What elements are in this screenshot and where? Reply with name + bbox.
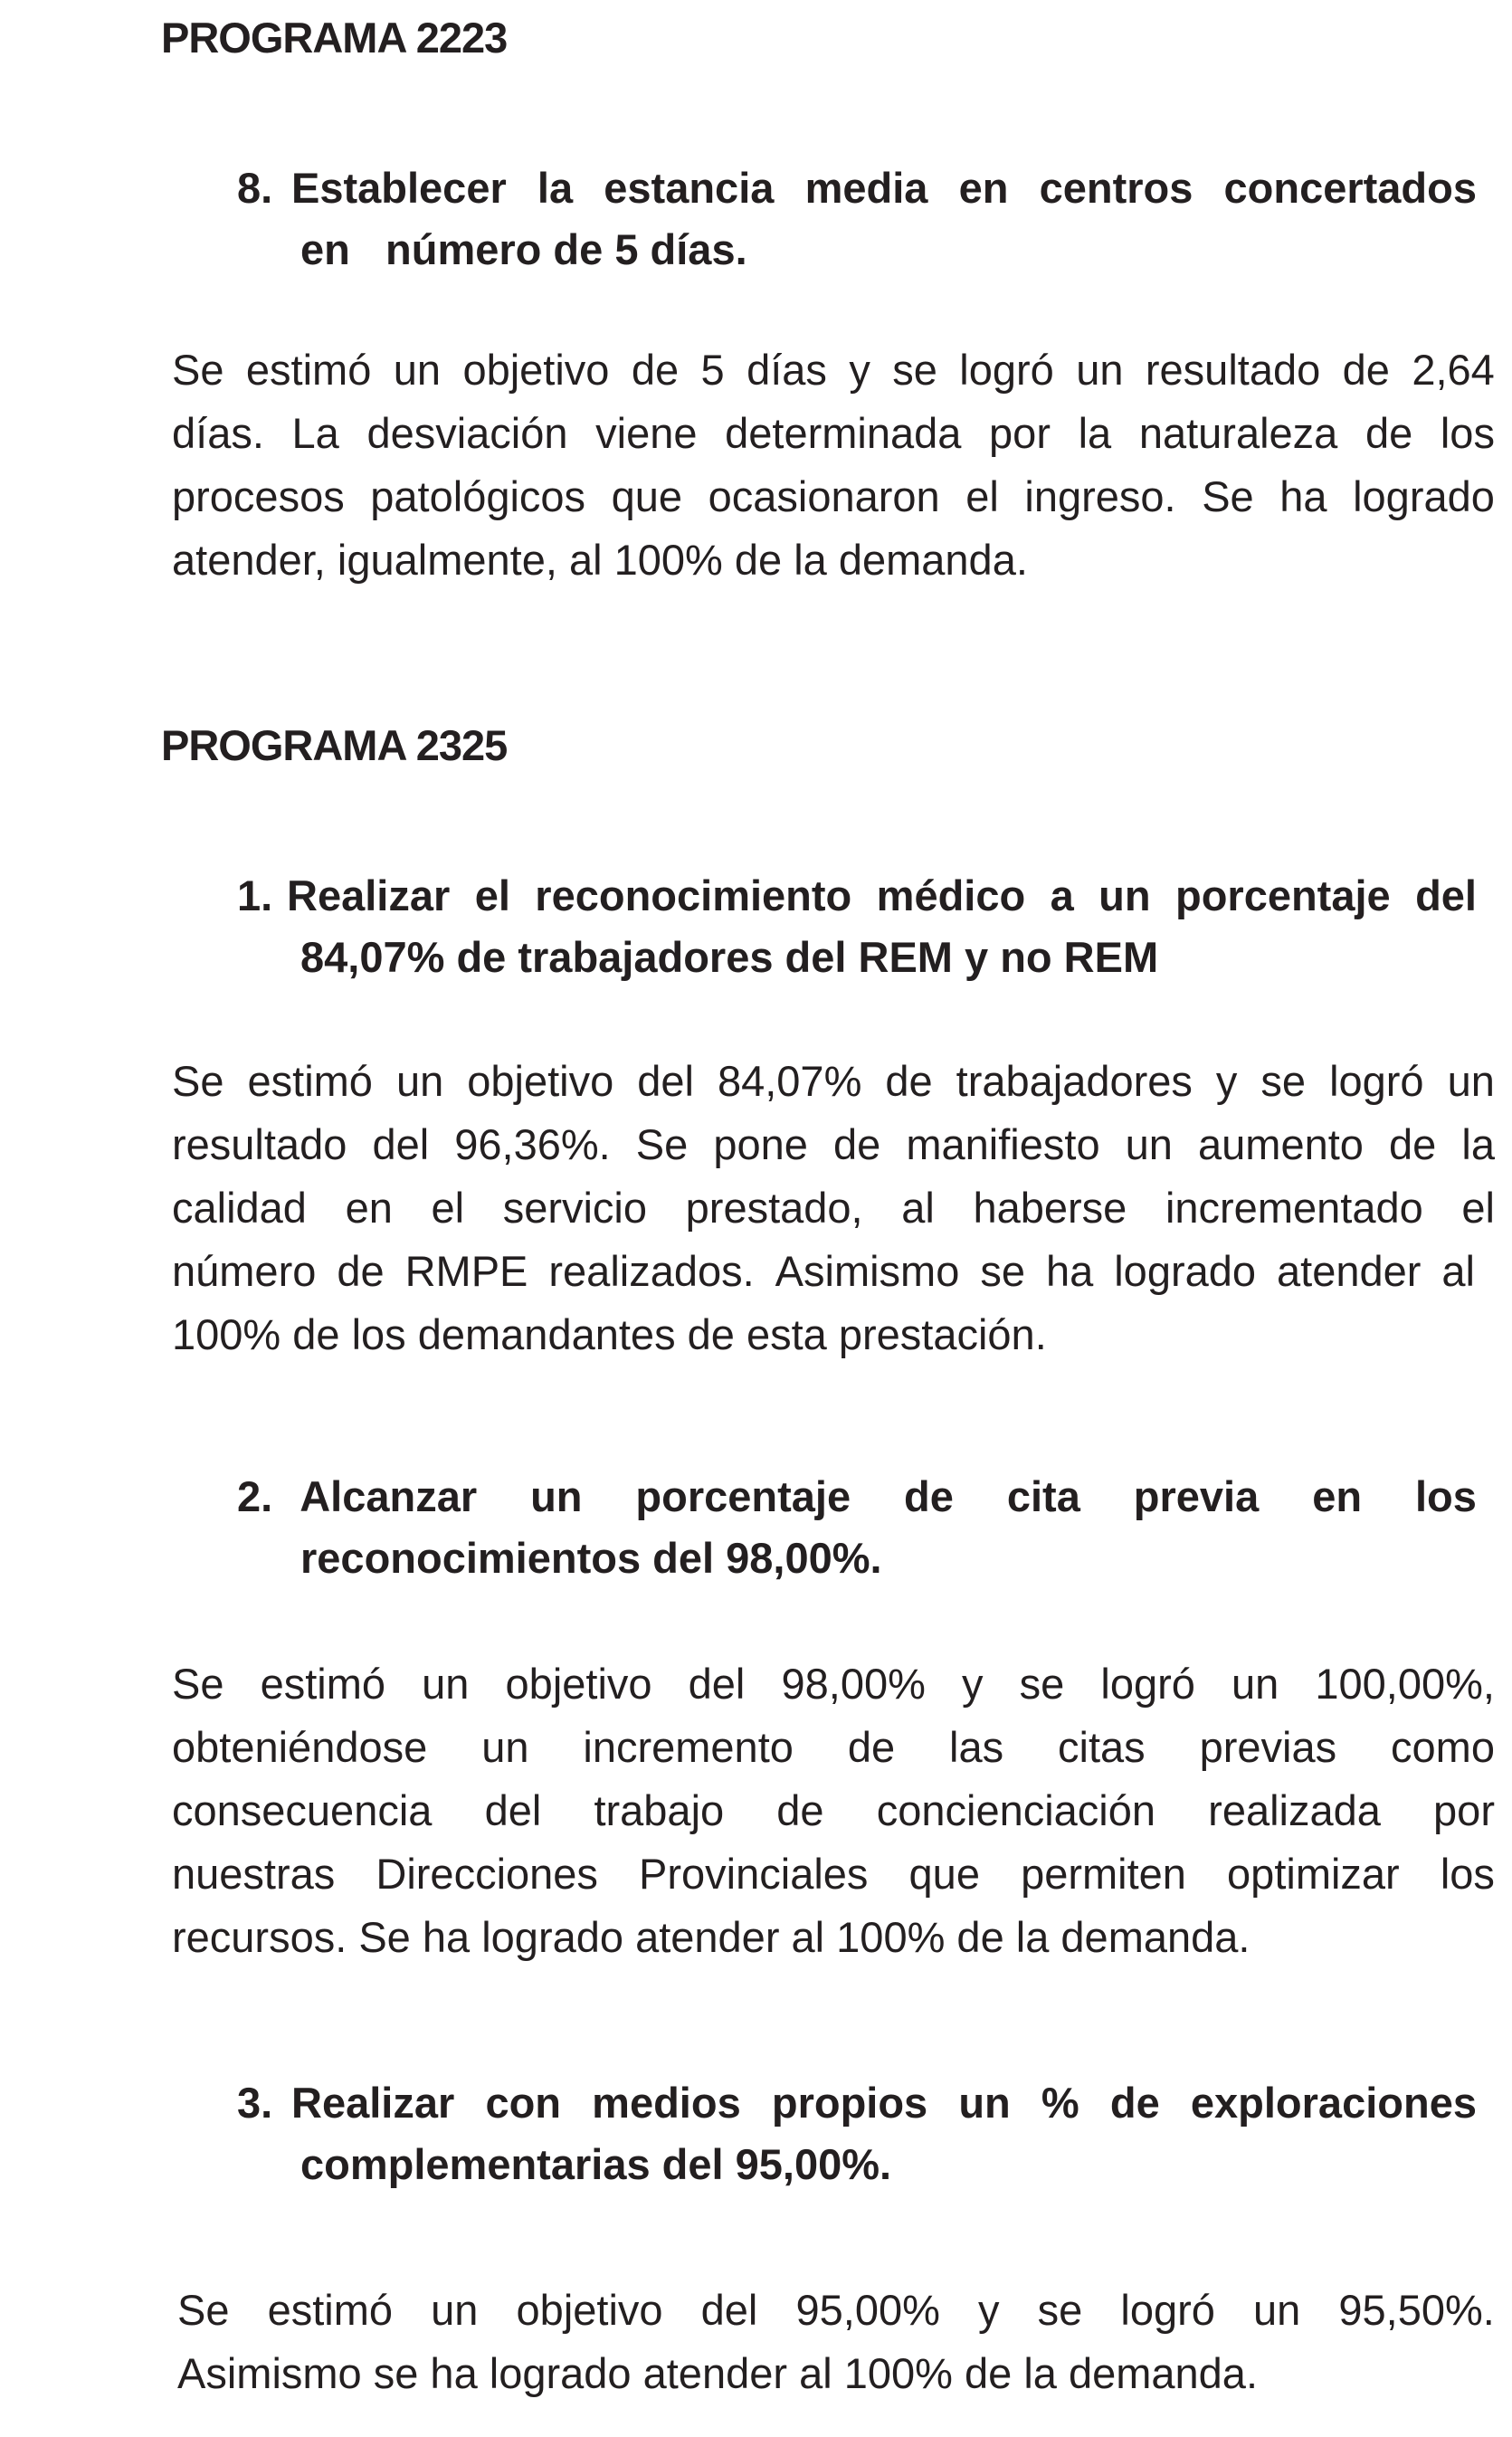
word: previas: [1199, 1723, 1337, 1771]
word: por: [989, 409, 1051, 457]
paragraph-line: recursos. Se ha logrado atender al 100% de la demanda.: [172, 1913, 1250, 1961]
word: un: [1231, 1660, 1279, 1708]
objective-heading-line: complementarias del 95,00%.: [300, 2140, 892, 2188]
word: permiten: [1021, 1850, 1186, 1898]
word: días.: [172, 409, 264, 457]
word: un: [393, 346, 442, 394]
word: al: [901, 1184, 935, 1232]
word: el: [965, 472, 999, 520]
paragraph-line: [172, 402, 1495, 465]
word: incrementado: [1165, 1184, 1423, 1232]
objective-heading-text: [287, 865, 1477, 927]
paragraph-line: [172, 1716, 1495, 1779]
objective-heading-line: 84,07% de trabajadores del REM y no REM: [300, 933, 1159, 981]
word: logró: [1329, 1057, 1424, 1105]
program-title: PROGRAMA 2223: [161, 14, 508, 62]
word: porcentaje: [1174, 871, 1391, 919]
word: días: [746, 346, 827, 394]
word: de: [1109, 2079, 1160, 2127]
word: viene: [595, 409, 698, 457]
word: la: [537, 164, 574, 212]
word: Provinciales: [639, 1850, 869, 1898]
word: del: [1415, 871, 1477, 919]
word: del: [637, 1057, 694, 1105]
objective-heading-line: [237, 2072, 1477, 2134]
word: el: [431, 1184, 465, 1232]
word: prestado,: [685, 1184, 863, 1232]
word: Se: [172, 346, 224, 394]
word: trabajo: [594, 1786, 725, 1834]
word: concertados: [1223, 164, 1477, 212]
word: realizados.: [548, 1247, 755, 1295]
word: ha: [1045, 1247, 1094, 1295]
word: ingreso.: [1024, 472, 1176, 520]
word: Establecer: [291, 164, 507, 212]
paragraph-line: [172, 1240, 1475, 1303]
word: La: [291, 409, 339, 457]
word: un: [958, 2079, 1011, 2127]
word: con: [485, 2079, 561, 2127]
paragraph-line: [172, 1842, 1495, 1906]
word: %: [1041, 2079, 1079, 2127]
objective-heading: [237, 865, 1477, 988]
objective-result-paragraph: [172, 1050, 1495, 1366]
word: 98,00%: [781, 1660, 926, 1708]
word: un: [1098, 871, 1151, 919]
word: estancia: [604, 164, 775, 212]
paragraph-line: 100% de los demandantes de esta prestación.: [172, 1310, 1047, 1358]
word: un: [431, 2286, 479, 2334]
paragraph-line: [172, 1779, 1495, 1842]
word: logró: [1100, 1660, 1195, 1708]
word: los: [1440, 409, 1495, 457]
word: obteniéndose: [172, 1723, 428, 1771]
word: en: [958, 164, 1009, 212]
word: de: [904, 1472, 954, 1520]
word: y: [978, 2286, 1000, 2334]
objective-heading: [237, 1466, 1477, 1589]
word: y: [1215, 1057, 1238, 1105]
objective-heading-line: [237, 865, 1477, 927]
word: media: [804, 164, 928, 212]
objective-heading-text: [291, 157, 1477, 219]
word: la: [1078, 409, 1112, 457]
word: RMPE: [404, 1247, 528, 1295]
word: a: [1050, 871, 1074, 919]
word: objetivo: [505, 1660, 652, 1708]
word: aumento: [1198, 1120, 1364, 1168]
word: nuestras: [172, 1850, 336, 1898]
word: realizada: [1208, 1786, 1381, 1834]
word: número: [172, 1247, 317, 1295]
word: estimó: [247, 1057, 373, 1105]
word: concienciación: [876, 1786, 1156, 1834]
program-title: PROGRAMA 2325: [161, 721, 508, 769]
word: 96,36%.: [454, 1120, 611, 1168]
word: los: [1415, 1472, 1477, 1520]
word: patológicos: [370, 472, 586, 520]
word: un: [1076, 346, 1124, 394]
word: Se: [635, 1120, 689, 1168]
word: de: [885, 1057, 933, 1105]
word: propios: [771, 2079, 928, 2127]
word: del: [484, 1786, 542, 1834]
word: consecuencia: [172, 1786, 433, 1834]
word: un: [530, 1472, 583, 1520]
word: logrado: [1353, 472, 1495, 520]
paragraph-line: [172, 1652, 1495, 1716]
word: determinada: [725, 409, 962, 457]
word: un: [1447, 1057, 1495, 1105]
objective-heading-line: [237, 157, 1477, 219]
word: servicio: [502, 1184, 648, 1232]
word: atender: [1277, 1247, 1422, 1295]
word: calidad: [172, 1184, 307, 1232]
word: de: [1342, 346, 1390, 394]
word: 100,00%,: [1315, 1660, 1495, 1708]
word: logrado: [1114, 1247, 1257, 1295]
word: las: [949, 1723, 1004, 1771]
word: logró: [959, 346, 1054, 394]
word: médico: [876, 871, 1026, 919]
word: que: [908, 1850, 980, 1898]
word: resultado: [172, 1120, 347, 1168]
word: objetivo: [516, 2286, 663, 2334]
paragraph-line: Asimismo se ha logrado atender al 100% de la demanda.: [177, 2349, 1259, 2397]
word: 84,07%: [717, 1057, 862, 1105]
word: en: [345, 1184, 393, 1232]
word: Realizar: [287, 871, 451, 919]
objective-number: 1.: [237, 871, 273, 919]
word: del: [372, 1120, 430, 1168]
word: los: [1440, 1850, 1495, 1898]
word: en: [1312, 1472, 1363, 1520]
objective-heading-line: reconocimientos del 98,00%.: [300, 1534, 882, 1582]
objective-heading-text: [291, 2072, 1477, 2134]
word: centros: [1039, 164, 1193, 212]
word: citas: [1058, 1723, 1146, 1771]
word: trabajadores: [956, 1057, 1193, 1105]
word: el: [474, 871, 510, 919]
objective-heading: [237, 157, 1477, 281]
objective-result-paragraph: [172, 1652, 1495, 1969]
objective-heading-line: en número de 5 días.: [300, 225, 747, 273]
word: pone: [713, 1120, 808, 1168]
word: como: [1391, 1723, 1495, 1771]
word: se: [1019, 1660, 1065, 1708]
word: Se: [177, 2286, 230, 2334]
word: un: [1125, 1120, 1173, 1168]
word: optimizar: [1227, 1850, 1400, 1898]
objective-result-paragraph: [172, 338, 1495, 592]
word: Se: [172, 1660, 224, 1708]
word: logró: [1120, 2286, 1215, 2334]
objective-number: 8.: [237, 164, 273, 212]
word: desviación: [366, 409, 568, 457]
word: de: [847, 1723, 896, 1771]
objective-number: 3.: [237, 2079, 273, 2127]
word: de: [776, 1786, 824, 1834]
word: estimó: [267, 2286, 394, 2334]
word: cita: [1006, 1472, 1080, 1520]
word: exploraciones: [1190, 2079, 1477, 2127]
paragraph-line: atender, igualmente, al 100% de la demanda.: [172, 536, 1028, 584]
word: un: [395, 1057, 444, 1105]
objective-number: 2.: [237, 1472, 273, 1520]
word: se: [892, 346, 937, 394]
objective-heading-line: [237, 1466, 1477, 1528]
word: Se: [172, 1057, 224, 1105]
word: 2,64: [1412, 346, 1495, 394]
word: un: [481, 1723, 529, 1771]
word: Se: [1202, 472, 1254, 520]
objective-result-paragraph: [177, 2279, 1495, 2405]
word: naturaleza: [1138, 409, 1338, 457]
word: de: [337, 1247, 385, 1295]
word: que: [611, 472, 683, 520]
objective-heading: [237, 2072, 1477, 2195]
paragraph-line: [172, 465, 1495, 528]
word: un: [422, 1660, 470, 1708]
word: ocasionaron: [708, 472, 940, 520]
word: del: [700, 2286, 758, 2334]
word: haberse: [973, 1184, 1127, 1232]
paragraph-line: [172, 338, 1495, 402]
word: objetivo: [467, 1057, 614, 1105]
word: del: [688, 1660, 746, 1708]
word: Asimismo: [775, 1247, 960, 1295]
word: se: [1037, 2286, 1083, 2334]
word: procesos: [172, 472, 345, 520]
objective-heading-text: [300, 1466, 1477, 1528]
paragraph-line: [177, 2279, 1495, 2342]
word: un: [1253, 2286, 1301, 2334]
word: medios: [592, 2079, 741, 2127]
word: 95,00%: [795, 2286, 940, 2334]
word: objetivo: [462, 346, 610, 394]
word: y: [962, 1660, 984, 1708]
word: al: [1441, 1247, 1475, 1295]
paragraph-line: [172, 1176, 1495, 1240]
word: por: [1433, 1786, 1495, 1834]
word: resultado: [1145, 346, 1321, 394]
word: reconocimiento: [535, 871, 852, 919]
word: Alcanzar: [300, 1472, 478, 1520]
word: estimó: [260, 1660, 386, 1708]
paragraph-line: [172, 1050, 1495, 1113]
word: y: [849, 346, 870, 394]
paragraph-line: [172, 1113, 1495, 1176]
word: de: [1389, 1120, 1437, 1168]
word: de: [631, 346, 680, 394]
word: Realizar: [291, 2079, 455, 2127]
word: de: [833, 1120, 881, 1168]
word: Direcciones: [376, 1850, 598, 1898]
word: incremento: [583, 1723, 794, 1771]
word: el: [1461, 1184, 1495, 1232]
word: se: [980, 1247, 1025, 1295]
word: se: [1260, 1057, 1307, 1105]
word: la: [1461, 1120, 1495, 1168]
word: 95,50%.: [1338, 2286, 1495, 2334]
word: 5: [700, 346, 725, 394]
word: de: [1365, 409, 1413, 457]
word: manifiesto: [906, 1120, 1100, 1168]
word: estimó: [245, 346, 372, 394]
word: porcentaje: [635, 1472, 851, 1520]
word: ha: [1279, 472, 1327, 520]
word: previa: [1133, 1472, 1260, 1520]
